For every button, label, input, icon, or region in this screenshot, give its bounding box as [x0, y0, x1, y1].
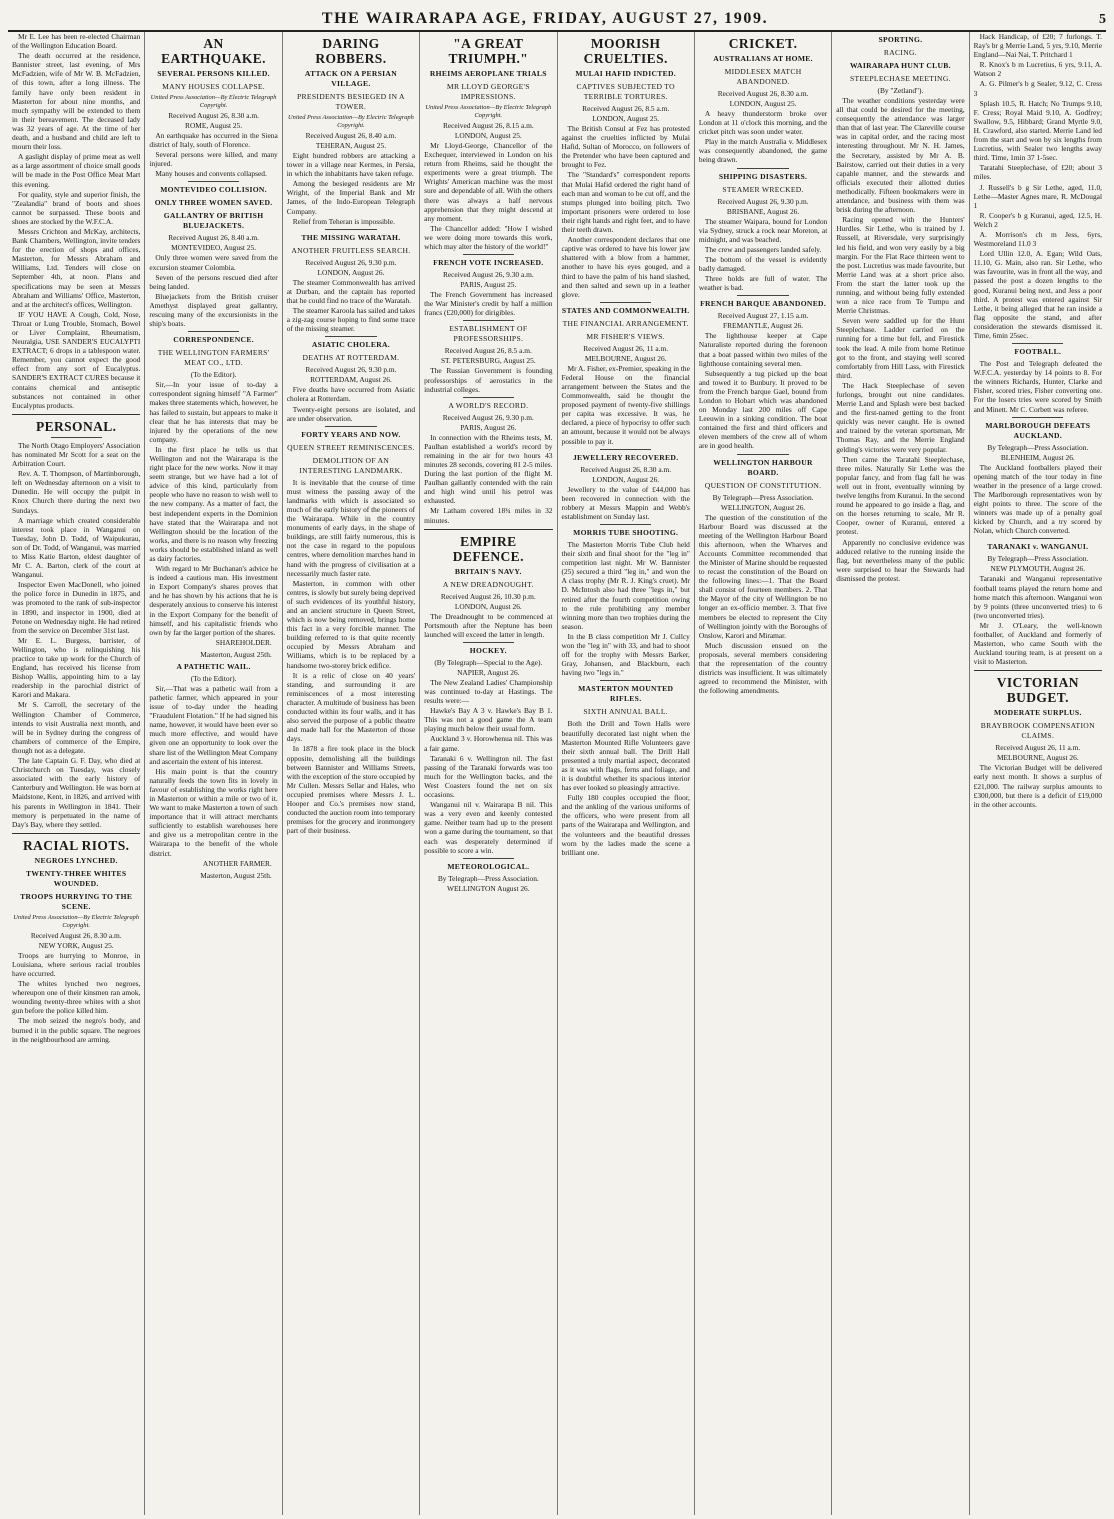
paragraph: Auckland 3 v. Horowhenua nil. This was a fair game. — [424, 734, 553, 753]
received-date: Received August 26, 9.30 a.m. — [442, 270, 534, 280]
dateline: MELBOURNE, August 26. — [996, 753, 1079, 763]
page-number: 5 — [1099, 12, 1106, 27]
headline-french-vote: FRENCH VOTE INCREASED. — [433, 258, 544, 268]
headline-racial-riots: RACIAL RIOTS. — [22, 837, 130, 853]
headline-harbour-board: WELLINGTON HARBOUR BOARD. — [713, 457, 813, 477]
subheadline: TWENTY-THREE WHITES WOUNDED. — [25, 868, 127, 888]
paragraph: Seven were saddled up for the Hunt Steeplechase. Ladder carried on the running for a time but fell, and Firestick took the lead. A mile from home Retinue got to the front, and staying well scored comfortably from Hill Lass, with Firestick third. — [836, 316, 965, 380]
wire-credit: United Press Association—By Electric Telegraph Copyright. — [13, 913, 140, 929]
dateline: LONDON, August 26. — [317, 267, 385, 277]
subheadline: THE WELLINGTON FARMERS' MEAT CO., LTD. — [157, 348, 270, 368]
subheadline: AUSTRALIANS AT HOME. — [713, 54, 813, 63]
paragraph: Mr E. L. Burgess, barrister, of Wellington, who is relinquishing his practice to take up work for the Church of England, has received his license from Bishop Wallis, appointing him to a lay readership in the parochial district of Karori and Makara. — [12, 635, 141, 700]
advertisement: IF YOU HAVE A Cough, Cold, Nose, Throat or Lung Trouble, Stomach, Bowel or Liver Complaint, Rheumatism, Neuralgia, USE SANDER'S EUCALYPTI EXTRACT; 6 drops in a tablespoon water. Remember, you cannot expect the good effect from any sort of Eucalyptus. SANDER'S EXTRACT CURES because it contains chemical and antiseptic substances not contained in other Eucalyptus products. — [12, 309, 141, 410]
paragraph: The New Zealand Ladies' Championship was continued to-day at Hastings. The results were:— — [424, 677, 553, 706]
paragraph: The lighthouse keeper at Cape Naturaliste reported during the forenoon that a boat passed within two miles of the lighthouse containing several men. — [698, 331, 828, 368]
paragraph: Mr Lloyd-George, Chancellor of the Exchequer, interviewed in London on his return from Rheims, said he thought the experiments were a great triumph. The Wrights' American machine was the most sure and dependable of all. With the others there was always a half nervous apprehension that they might descend at any moment. — [424, 141, 553, 223]
paragraph: Much discussion ensued on the proposals, several members considering that the representation of the country districts was insufficient. It was ultimately agreed to recommend the Minister, with the following amendments. — [698, 640, 828, 696]
paragraph: In connection with the Rheims tests, M. Paulhan established a world's record by remaining in the air for two hours 43 minutes 28 seconds, covering 81 2-5 miles. During the last portion of the flight M. Paulhan gallantly contended with the rain and high wind until his petrol was exhausted. — [424, 432, 553, 506]
headline-hockey: HOCKEY. — [469, 645, 507, 655]
divider — [600, 680, 651, 681]
subheadline: DEMOLITION OF AN INTERESTING LANDMARK. — [299, 455, 403, 475]
subheadline: NEGROES LYNCHED. — [34, 855, 118, 865]
paragraph: The question of the constitution of the Harbour Board was discussed at the meeting of the Wellington Harbour Board this afternoon, when the Wharves and Accounts Committee recommended that the Minister of Marine should be requested to recast the constitution of the Board on the following lines:—1. That the Board shall consist of fourteen members. 2. That the Mayor of the city of Wellington be no longer an ex-officio member. 3. That five members be elected to represent the City of Wellington jointly with the Boroughs of Onslow, Karori and Miramar. — [698, 512, 828, 640]
headline-forty-years: FORTY YEARS AND NOW. — [301, 429, 401, 439]
dateline: WELLINGTON August 26. — [447, 883, 530, 893]
paragraph: The North Otago Employers' Association has nominated Mr Scott for a seat on the Arbitration Court. — [12, 440, 141, 469]
column-7 — [832, 32, 969, 1515]
column-2 — [145, 32, 282, 1515]
paragraph: Troops are hurrying to Monroe, in Louisiana, where serious racial troubles have occurred. — [12, 950, 141, 978]
dateline: LONDON, August 25. — [729, 99, 797, 108]
paragraph: The Chancellor added: "How I wished we were doing more towards this work, which may alter the history of the world!" — [424, 223, 553, 252]
subheadline: A NEW DREADNOUGHT. — [442, 579, 534, 589]
paragraph: Hawke's Bay A 3 v. Hawke's Bay B 1. This was not a good game the A team playing much below their usual form. — [424, 706, 553, 734]
subheadline: QUESTION OF CONSTITUTION. — [704, 480, 822, 490]
paragraph: Three holds are full of water. The weather is bad. — [698, 274, 828, 293]
paragraph: Apparently no conclusive evidence was adduced relative to the running inside the flag, but nevertheless many of the public were surprised to hear the Stewards had dismissed the protest. — [836, 537, 965, 583]
paragraph: Among the besieged residents are Mr Wright, of the Imperial Bank and Mr James, of the Indo-European Telegraph Company. — [286, 179, 416, 216]
dateline: NAPIER, August 26. — [457, 667, 520, 677]
paragraph: The bottom of the vessel is evidently badly damaged. — [698, 254, 828, 274]
headline-sporting: SPORTING. — [878, 35, 923, 44]
paragraph: Both the Drill and Town Halls were beautifully decorated last night when the Masterton Mounted Rifle Volunteers gave their sixth annual ball. The Drill Hall presented a truly martial aspect, decorated as it was with flags, ferns and foliage, and it is doubtful whether its spacious interior has ever looked so pleasingly attractive. — [561, 719, 690, 793]
paragraph: Jewellery to the value of £44,000 has been recovered in connection with the robbery at Messrs Mappin and Webb's establishment on Sunday last. — [561, 484, 690, 521]
paragraph: The French Government has increased the War Minister's credit by half a million francs (£20,000) for dirigibles. — [424, 290, 553, 318]
paragraph: The Victorian Budget will be delivered early next month. It shows a surplus of £21,000. The railway surplus amounts to £300,000, but there is a deficit of £19,000 in the other accounts. — [973, 763, 1102, 809]
paragraph: With regard to Mr Buchanan's advice he is indeed a cautious man. His investment in Export Company's shares proves that and he has shown by his actions that he is desperately anxious to conserve his interest in the Export Company for the benefit of himself, and his capitalistic friends who own by far the larger portion of the shares. — [149, 564, 278, 637]
headline-mounted-rifles: MASTERTON MOUNTED RIFLES. — [578, 684, 674, 704]
received-date: Received August 26, 8.30 a.m. — [717, 89, 809, 98]
paragraph: Mr Latham covered 18¾ miles in 32 minutes. — [424, 506, 553, 525]
divider — [737, 454, 788, 455]
paragraph: The Hack Steeplechase of seven furlongs, brought out nine candidates. Merrie Land and Splash were best backed and the first-named getting to the front quickly was never caught. He is owned and trained by the veteran sportsman, Mr Thomas Ray, and the Merrie England gelding's victories were very popular. — [836, 380, 965, 454]
headline-morris-tube: MORRIS TUBE SHOOTING. — [573, 528, 679, 537]
paragraph: Mr A. Fisher, ex-Premier, speaking in the Federal House on the financial arrangement between the States and the Commonwealth, said he thought the proposed payment of twenty-five shillings per capita was excessive. It was, he declared, a piece of hypocrisy to offer such an amount, because it would not be always possible to pay it. — [561, 363, 690, 446]
paragraph: Lord Ullin 12.0, A. Egan; Wild Oats, 11.10, G. Main, also ran. Sir Lethe, who was favourite, was in front all the way, and passed the post a dozen lengths to the good, Kuranui being next, and Jess a poor third. A protest was entered against Sir Lethe, it being alleged that he ran inside a flag opposite the stand, and after consideration the stewards dismissed it. Time, 6min 25sec. — [973, 249, 1102, 340]
headline-daring-robbers: DARING ROBBERS. — [315, 36, 387, 66]
divider — [1012, 538, 1063, 539]
race-result: R. Cooper's b g Kuranui, aged, 12.5, H. Welch 2 — [973, 210, 1102, 229]
divider — [974, 670, 1102, 671]
dateline: LONDON, August 26. — [592, 474, 660, 484]
dateline: NEW PLYMOUTH, August 26. — [990, 564, 1086, 574]
received-date: Received August 26, 8.40 a.m. — [305, 131, 397, 140]
race-result: A. G. Pilmer's b g Sealer, 9.12, C. Cress 3 — [973, 79, 1102, 98]
received-date: Received August 26, 8.5 a.m. — [582, 104, 670, 113]
dateline: MONTEVIDEO, August 25. — [171, 243, 257, 253]
paragraph: The late Captain G. F. Day, who died at Christchurch on Tuesday, was closely associated with the early history of Canterbury and Wellington. He was born at Maidstone, Kent, in 1826, and arrived with his parents in Wellington in 1841. Their memory is perpetuated in the name of Day's Bay, where they settled. — [12, 756, 141, 829]
paragraph: For quality, style and superior finish, the "Zealandia" brand of boots and shoes cannot be surpassed. These boots and shoes are stocked by the W.F.C.A. — [12, 189, 141, 226]
paragraph: The whites lynched two negroes, whereupon one of their kinsmen ran amok, wounding twenty-three whites with a shot gun before the police killed him. — [12, 979, 141, 1016]
subheadline: CAPTIVES SUBJECTED TO TERRIBLE TORTURES. — [576, 82, 675, 101]
wire-credit: By Telegraph—Press Association. — [987, 442, 1089, 452]
race-result: Hack Handicap, of £20; 7 furlongs. T. Ray's br g Merrie Land, 5 yrs, 9.10, Merrie England—Nai Nai, T. Pritchard 1 — [973, 32, 1102, 60]
received-date: Received August 26, 9.30 p.m. — [305, 257, 397, 267]
paragraph: The weather conditions yesterday were all that could be desired for the meeting, consequently the attendance was larger than that of last year. The Clareville course was in capital order, and the racing most interesting throughout. Mr N. H. James, the Secretary, assisted by Mr A. B. Bairstow, carried out their duties in a very capable manner, and the stewards and officials executed their allotted duties methodically. Fifteen bookmakers were in attendance, and business with them was brisk during the afternoon. — [836, 96, 965, 215]
headline-montevideo: MONTEVIDEO COLLISION. — [160, 185, 267, 195]
article-columns — [8, 32, 1106, 1515]
subheadline: WAIRARAPA HUNT CLUB. — [850, 61, 951, 70]
dateline: TEHERAN, August 25. — [315, 141, 387, 150]
wire-credit: By Telegraph—Press Association. — [987, 554, 1089, 564]
paragraph: Mr S. Carroll, the secretary of the Wellington Chamber of Commerce, intends to visit Australia next month, and will be in Sydney during the congress of chambers of commerce of the Empire, though not as a delegate. — [12, 700, 141, 755]
masthead — [8, 6, 1106, 32]
paragraph: Seven of the persons rescued died after being landed. — [149, 272, 278, 291]
paragraph: Sir,—In your issue of to-day a correspondent signing himself "A Farmer" makes three statements which, however, he has failed to sustain, but appears to make it clear that he has interests that may be injured by the operations of the new company. — [149, 380, 278, 444]
paragraph: Splash 10.5, R. Hatch; No Trumps 9.10, F. Cress; Royal Maid 9.10, A. Godfrey; Swallow, 9.5, Hibbard; Grand Myrtle 9.0, H. Crawford, also started. Merrie Land led from the start and won by six lengths from Lucretius, with Sealer two lengths away third. Time, 1min 37 1-5sec. — [973, 98, 1102, 163]
paragraph: The British Consul at Fez has protested against the cruelties inflicted by Mulai Hafid, Sultan of Morocco, on followers of the Pretender who have been captured and brought to Fez. — [561, 124, 690, 170]
divider — [600, 449, 651, 450]
received-date: Received August 26, 8.5 a.m. — [444, 346, 532, 356]
paragraph: Five deaths have occurred from Asiatic cholera at Rotterdam. — [286, 385, 416, 404]
letter-place-date: Masterton, August 25th. — [200, 870, 272, 880]
paragraph: It is inevitable that the course of time must witness the passing away of the landmarks with which is associated so much of the early history of the pioneers of the Wairarapa. While in the country monuments of early days, in the shape of buildings, are still fairly numerous, this is not the case in regard to the populous centres, where demolition marches hand in hand with the progress of civilisation at a necessarily much faster rate. — [286, 477, 416, 578]
wire-credit: (By Telegraph—Special to the Age). — [434, 657, 543, 667]
dateline: ROTTERDAM, August 26. — [310, 375, 392, 385]
paragraph: The death occurred at the residence, Bannister street, last evening, of Mrs McFadzien, wife of Mr W. B. McFadzien, of this town, after a long illness. The family have only been resident in Masterton for about nine months, and much sympathy will be extended to them in their bereavement. The deceased lady was 32 years of age. At the time of her death, and a husband and child are left to mourn their loss. — [12, 51, 141, 152]
divider — [12, 833, 140, 834]
paragraph: Subsequently a tug picked up the boat and towed it to Bunbury. It proved to be from the French barque Gael, bound from London to Hobart which was abandoned on Monday last 200 miles off Cape Leeuwin in a sinking condition. The boat contained the first and third officers and eleven members of the crew all of whom are in good health. — [698, 368, 828, 451]
column-6 — [695, 32, 832, 1515]
divider — [463, 254, 514, 255]
to-editor: (To the Editor). — [190, 673, 237, 683]
headline-victorian-budget: VICTORIAN BUDGET. — [996, 675, 1079, 706]
paragraph: Many houses and convents collapsed. — [155, 169, 267, 179]
divider — [51, 437, 102, 438]
paragraph: Several persons were killed, and many injured. — [149, 150, 278, 169]
received-date: Received August 26, 11 a.m. — [995, 743, 1081, 753]
subheadline: MANY HOUSES COLLAPSE. — [162, 82, 265, 91]
subheadline: ANOTHER FRUITLESS SEARCH. — [291, 245, 411, 255]
paragraph: Mr E. Lee has been re-elected Chairman of the Wellington Education Board. — [12, 32, 141, 51]
divider — [737, 295, 788, 296]
paragraph: The Auckland footballers played their opening match of the tour today in fine weather in the presence of a large crowd. The Marlborough representatives won by eight points to three. The score of the winners was made up of a penalty goal kicked by Church, and a try scored by Nolan, which Church converted. — [973, 462, 1102, 536]
headline-personal: PERSONAL. — [35, 418, 117, 434]
received-date: Received August 26, 8.30 a.m. — [168, 111, 259, 120]
paragraph: The steamer Karoola has sailed and takes a zig-zag course hoping to find some trace of the missing steamer. — [286, 306, 416, 334]
paragraph: Taranaki 6 v. Wellington nil. The fast passing of the Taranaki forwards was too much for the Wellington backs, and the West Coasters found the net on six occasions. — [424, 753, 553, 800]
subheadline: RHEIMS AEROPLANE TRIALS — [429, 69, 547, 78]
received-date: Received August 27, 1.15 a.m. — [717, 311, 809, 321]
subheadline: MR LLOYD GEORGE'S IMPRESSIONS. — [446, 82, 530, 101]
divider — [188, 331, 239, 332]
divider — [737, 168, 788, 169]
headline-marlborough: MARLBOROUGH DEFEATS AUCKLAND. — [985, 420, 1091, 440]
paragraph: The "Standard's" correspondent reports that Mulai Hafid ordered the right hand of each man and woman to be cut off, and the stumps plunged into boiling pitch. Two important prisoners were ordered to lose their right hands and right feet, and to have their teeth drawn. — [561, 170, 690, 235]
column-5 — [558, 32, 695, 1515]
paragraph: The Russian Government is founding professorships of aerostatics in the industrial colleges. — [424, 366, 553, 394]
paragraph: Mr J. O'Leary, the well-known footballer, of Auckland and formerly of Masterton, who came South with the Auckland touring team, is at present on a visit to Masterton. — [973, 620, 1102, 667]
divider — [325, 229, 376, 230]
divider — [325, 426, 376, 427]
paragraph: In 1878 a fire took place in the block opposite, demolishing all the buildings between Bannister and Williams Streets, with the exception of the store occupied by Mr Cullen. Messrs Sellar and Hales, who occupied premises where Messrs J. L. Hooper and Co.'s premises now stand, conducted the auction room into temporary premises for the grocery and ironmongery part of their business. — [286, 744, 416, 836]
headline-earthquake: AN EARTHQUAKE. — [161, 36, 266, 66]
paragraph: Then came the Taratahi Steeplechase, three miles. Naturally Sir Lethe was the popular fancy, and from flag fall he was well out in front, eventually winning by twelve lengths from Kuranui. In the second round he appeared to go inside a flag, and on the horses returning to scale, Mr R. Cooper, owner of Kuranui, entered a protest. — [836, 454, 965, 537]
paragraph: Another correspondent declares that one captive was ordered to have his lower jaw shattered with a blow from a hammer, another to have his eyes gouged, and a third to have the palm of his hand slashed, and then salted and sewn up in a leather glove. — [561, 235, 690, 299]
paragraph: His main point is that the country naturally feeds the town fits in lovely in favour of establishing the works right here in Masterton or within a mile or two of it. We want to make Masterton a town of such importance that it will attract merchants sufficiently to establish warehouses here and give us a metropolitan centre in the Wairarapa to the benefit of the whole district. — [149, 766, 278, 858]
dateline: WELLINGTON, August 26. — [720, 502, 806, 512]
paragraph: The Masterton Morris Tube Club held their sixth and final shoot for the "leg in" competition last night. Mr W. Bannister (25) secured a third "leg in," and won the A class trophy (Mr R. J. King's cruet). Mr D. McIntosh also had three "legs in," but retired after the fourth competition owing to the rule prohibiting any member winning more than two trophies during the season. — [561, 540, 690, 631]
divider — [600, 302, 651, 303]
dateline: PARIS, August 26. — [460, 422, 517, 432]
wire-credit: United Press Association—By Electric Telegraph Copyright. — [150, 94, 277, 109]
paragraph: Taranaki and Wanganui representative football teams played the return home and home match this afternoon. Wanganui won by 9 points (three unconverted tries) to 6 (two unconverted tries). — [973, 574, 1102, 620]
divider — [463, 320, 514, 321]
dateline: LONDON, August 25. — [592, 114, 660, 123]
wire-credit: United Press Association—By Electric Telegraph Copyright. — [425, 104, 552, 119]
dateline: FREMANTLE, August 26. — [723, 321, 804, 331]
race-result: R. Knox's b m Lucretius, 6 yrs, 9.11, A. Watson 2 — [973, 60, 1102, 79]
subheadline: STEAMER WRECKED. — [722, 184, 804, 194]
paragraph: Eight hundred robbers are attacking a tower in a village near Kermes, in Persia, in which the inhabitants have taken refuge. — [286, 151, 416, 179]
dateline: LONDON, August 25. — [454, 131, 522, 140]
dateline: BLENHEIM, August 26. — [1000, 452, 1075, 462]
paragraph: The Post and Telegraph defeated the W.F.C.A. yesterday by 14 points to 8. For the winners Richards, Hunter, Clarke and Fisher, scored tries, Fisher converting one. For the losers tries were scored by Smith and Minett. Mr C. Corbett was referee. — [973, 359, 1102, 414]
subheadline: BRAYBROOK COMPENSATION CLAIMS. — [980, 721, 1095, 741]
received-date: Received August 26, 10.30 p.m. — [440, 591, 536, 601]
headline-correspondence: CORRESPONDENCE. — [173, 335, 254, 345]
paragraph: A heavy thunderstorm broke over London at 11 o'clock this morning, and the cricket pitch was soon under water. — [698, 109, 828, 137]
headline-worlds-record: A WORLD'S RECORD. — [448, 400, 529, 410]
subheadline: MODERATE SURPLUS. — [993, 708, 1082, 718]
subheadline: DEATHS AT ROTTERDAM. — [302, 353, 400, 363]
headline-shipping-disasters: SHIPPING DISASTERS. — [718, 171, 808, 181]
received-date: Received August 26, 8.15 a.m. — [442, 121, 534, 130]
subheadline: RACING. — [883, 48, 917, 57]
divider — [463, 397, 514, 398]
headline-jewellery: JEWELLERY RECOVERED. — [572, 452, 679, 462]
received-date: Received August 26, 8.30 a.m. — [580, 464, 672, 474]
dateline: NEW YORK, August 25. — [38, 940, 114, 950]
received-date: Received August 26, 9.30 p.m. — [717, 196, 809, 206]
headline-great-triumph: "A GREAT TRIUMPH." — [448, 36, 529, 66]
subheadline: PRESIDENTS BESIEGED IN A TOWER. — [297, 92, 405, 111]
subheadline: SIXTH ANNUAL BALL. — [583, 707, 668, 717]
headline-moorish-cruelties: MOORISH CRUELTIES. — [583, 36, 668, 66]
subheadline: GALLANTRY OF BRITISH BLUEJACKETS. — [163, 211, 264, 231]
paragraph: The steamer Commonwealth has arrived at Durban, and the captain has reported that he could find no trace of the Waratah. — [286, 277, 416, 305]
headline-empire-defence: EMPIRE DEFENCE. — [452, 533, 524, 564]
dateline: BRISBANE, August 26. — [726, 206, 800, 216]
divider — [188, 181, 239, 182]
letter-signature: ANOTHER FARMER. — [202, 858, 272, 868]
received-date: Received August 26, 8.30 a.m. — [30, 930, 122, 940]
received-date: Received August 26, 11 a.m. — [583, 343, 669, 353]
paragraph: The steamer Waipara, bound for London via Sydney, struck a rock near Moreton, at midnight, and was beached. — [698, 216, 828, 244]
paragraph: The crew and passengers landed safely. — [704, 244, 822, 254]
divider — [463, 858, 514, 859]
headline-taranaki-wanganui: TARANAKI v. WANGANUI. — [987, 542, 1089, 552]
dateline: MELBOURNE, August 26. — [584, 353, 667, 363]
column-1 — [8, 32, 145, 1515]
newspaper-title: THE WAIRARAPA AGE, FRIDAY, AUGUST 27, 1909. — [321, 10, 769, 27]
received-date: Received August 26, 9.30 p.m. — [442, 412, 534, 422]
divider — [1012, 417, 1063, 418]
headline-asiatic-cholera: ASIATIC CHOLERA. — [311, 340, 390, 350]
headline-professorships: ESTABLISHMENT OF PROFESSORSHIPS. — [449, 324, 528, 344]
headline-missing-waratah: THE MISSING WARATAH. — [301, 232, 401, 242]
column-8 — [970, 32, 1106, 1515]
divider — [12, 414, 140, 415]
paragraph: Racing opened with the Hunters' Hurdles. Sir Lethe, who is trained by J. Russell, at Riversdale, very surprisingly led his field, and won very easily by a big margin. For the Flat Race thirteen went to the post. Lucretius was made favourite, but Merrie Land was at a short price also. From the start the latter took up the running, and without being fully extended won a nice race from Te Tumpu and Merrie Christmas. — [836, 215, 965, 316]
headline-cricket: CRICKET. — [728, 36, 798, 51]
paragraph: Play in the match Australia v. Middlesex was consequently abandoned, the game being drawn. — [698, 137, 828, 165]
paragraph: Masterton, in common with other centres, is slowly but surely being deprived of such evidences of its youthful history, and an ancient structure in Queen Street, which is now being removed, brings home this fact in a very forcible manner. The building referred to is that quite recently occupied by Messrs Abraham and Williams, which is to be replaced by a handsome two-storey brick edifice. — [286, 578, 416, 670]
received-date: Received August 26, 9.30 p.m. — [305, 365, 397, 375]
subheadline: ONLY THREE WOMEN SAVED. — [154, 198, 273, 208]
subheadline: THE FINANCIAL ARRANGEMENT. — [562, 318, 689, 328]
divider — [600, 524, 651, 525]
dateline: LONDON, August 26. — [454, 601, 522, 611]
subheadline: MULAI HAFID INDICTED. — [575, 69, 676, 78]
received-date: Received August 26, 8.40 a.m. — [168, 233, 259, 243]
paragraph: Twenty-eight persons are isolated, and are under observation. — [286, 404, 416, 423]
paragraph: Only three women were saved from the excursion steamer Colombia. — [149, 253, 278, 272]
paragraph: Relief from Teheran is impossible. — [292, 216, 395, 226]
letter-place-date: Masterton, August 25th. — [200, 649, 272, 659]
wire-credit: By Telegraph—Press Association. — [712, 492, 814, 502]
column-3 — [283, 32, 420, 1515]
divider — [325, 336, 376, 337]
letter-signature: SHAREHOLDER. — [215, 637, 272, 647]
wire-credit: By Telegraph—Press Association. — [437, 873, 539, 883]
dateline: PARIS, August 25. — [460, 280, 517, 290]
dateline: ROME, August 25. — [185, 121, 243, 130]
subheadline: BRITAIN'S NAVY. — [454, 566, 522, 576]
headline-meteorological: METEOROLOGICAL. — [447, 861, 530, 871]
wire-credit: United Press Association—By Electric Telegraph Copyright. — [288, 114, 414, 129]
paragraph: Rev. A. T. Thompson, of Martinborough, left on Wednesday afternoon on a visit to Dunedin. He will occupy the pulpit in Knox Church there during the next two Sundays. — [12, 469, 141, 515]
paragraph: A gaslight display of prime meat as well as a large assortment of choice small goods will be made in the Post Office Meat Mart this evening. — [12, 152, 141, 189]
paragraph: Bluejackets from the British cruiser Amethyst displayed great gallantry, rescuing many of the excursionists in the ship's boats. — [149, 291, 278, 329]
divider — [463, 642, 514, 643]
to-editor: (To the Editor). — [190, 370, 237, 380]
headline-states-commonwealth: STATES AND COMMONWEALTH. — [561, 305, 690, 315]
paragraph: In the B class competition Mr J. Cullcy won the "leg in" with 33, and had to shoot off for the trophy with Messrs Barker, Gray, Johansen, and Blackburn, each having two "legs in." — [561, 631, 690, 678]
subheadline: QUEEN STREET REMINISCENCES. — [287, 442, 415, 452]
paragraph: It is a relic of close on 40 years' standing, and surrounding it are reminiscences of a most interesting character. A multitude of business has been conducted within its four walls, and it has also served the purpose of a public theatre and made hall for the Masterton of those days. — [286, 670, 416, 744]
subheadline: TROOPS HURRYING TO THE SCENE. — [20, 891, 133, 911]
divider — [1012, 343, 1063, 344]
paragraph: Fully 180 couples occupied the floor, and the ankling of the various uniforms of the officers, who were present from all parts of the Wairarapa and Wellington, and the volunteers and the beautiful dresses worn by the ladies made the scene a brilliant one. — [561, 793, 690, 857]
paragraph: Inspector Ewen MacDonell, who joined the police force in Dunedin in 1875, and was promoted to the rank of sub-inspector in 1890, and inspector in 1900, died at Petone on Wednesday night. He had retired from the service on December 31st last. — [12, 580, 141, 635]
paragraph: The Dreadnought to be commenced at Portsmouth after the Neptune has been launched will exceed the latter in length. — [424, 611, 553, 639]
paragraph: An earthquake has occurred in the Siena district of Italy, south of Florence. — [149, 131, 278, 150]
paragraph: The mob seized the negro's body, and burned it in the public square. The negroes in the neighbourhood are arming. — [12, 1016, 141, 1044]
byline: (By "Zetland"). — [877, 86, 924, 95]
subheadline: SEVERAL PERSONS KILLED. — [157, 69, 270, 78]
subheadline: STEEPLECHASE MEETING. — [850, 74, 951, 83]
paragraph: In the first place he tells us that Wellington and not the Wairarapa is the right place for the new works. Now it may seem strange, but we have had a lot of advice of this kind, particularly from people who have no reason to wish well to the new company. As a matter of fact, the best independent experts in the Dominion have stated that the Wairarapa and not Wellington should be the location of the works, and there is no reason why freezing works should be established inland as well as dairy factories. — [149, 444, 278, 563]
headline-french-barque: FRENCH BARQUE ABANDONED. — [700, 299, 827, 309]
race-result: J. Russell's b g Sir Lethe, aged, 11.0, Lethe—Master Agnes mare, R. McDougal 1 — [973, 182, 1102, 210]
subheadline: ATTACK ON A PERSIAN VILLAGE. — [304, 69, 397, 88]
headline-football: FOOTBALL. — [1014, 347, 1062, 357]
divider — [424, 529, 552, 530]
subheadline: MIDDLESEX MATCH ABANDONED. — [724, 67, 802, 86]
headline-pathetic-wail: A PATHETIC WAIL. — [176, 661, 251, 671]
paragraph: Wanganui nil v. Wairarapa B nil. This was a very even and keenly contested game. Neither team had up to the present won a game during the tournament, so that each was desperately determined if possible to score a win. — [424, 800, 553, 855]
paragraph: Sir,—That was a pathetic wail from a pathetic farmer, which appeared in your issue of to-day under the heading "Fraudulent Flotation." If he had signed his name, however, it would have been ever so much more effective, and would have given one an opportunity to look over the share list of the Wellington Meat Company and ascertain the extent of his interest. — [149, 683, 278, 766]
column-4 — [420, 32, 557, 1515]
dateline: ST. PETERSBURG, August 25. — [440, 356, 536, 366]
race-result: A. Morrison's ch m Jess, 6yrs, Westmoreland 11.0 3 — [973, 229, 1102, 249]
paragraph: A marriage which created considerable interest took place in Wanganui on Tuesday, John D. Todd, of Waipukurau, son of Dr. Todd, of Wanganui, was married to Miss Katie Barton, eldest daughter of Mr C. A. Barton, clerk of the court at Wanganui. — [12, 515, 141, 580]
paragraph: Messrs Crichton and McKay, architects, Bank Chambers, Wellington, invite tenders for the erection of shops and offices, Masterton, for Messrs Abraham and Williams, Ltd. Tenders will close on September 4th, at noon. Plans and specifications may be seen at Messrs Abraham and Williams' Office, Masterton, and at the architect's offices, Wellington. — [12, 226, 141, 309]
race-title: Taratahi Steeplechase, of £20; about 3 miles. — [973, 163, 1102, 182]
subheadline: MR FISHER'S VIEWS. — [586, 331, 665, 341]
